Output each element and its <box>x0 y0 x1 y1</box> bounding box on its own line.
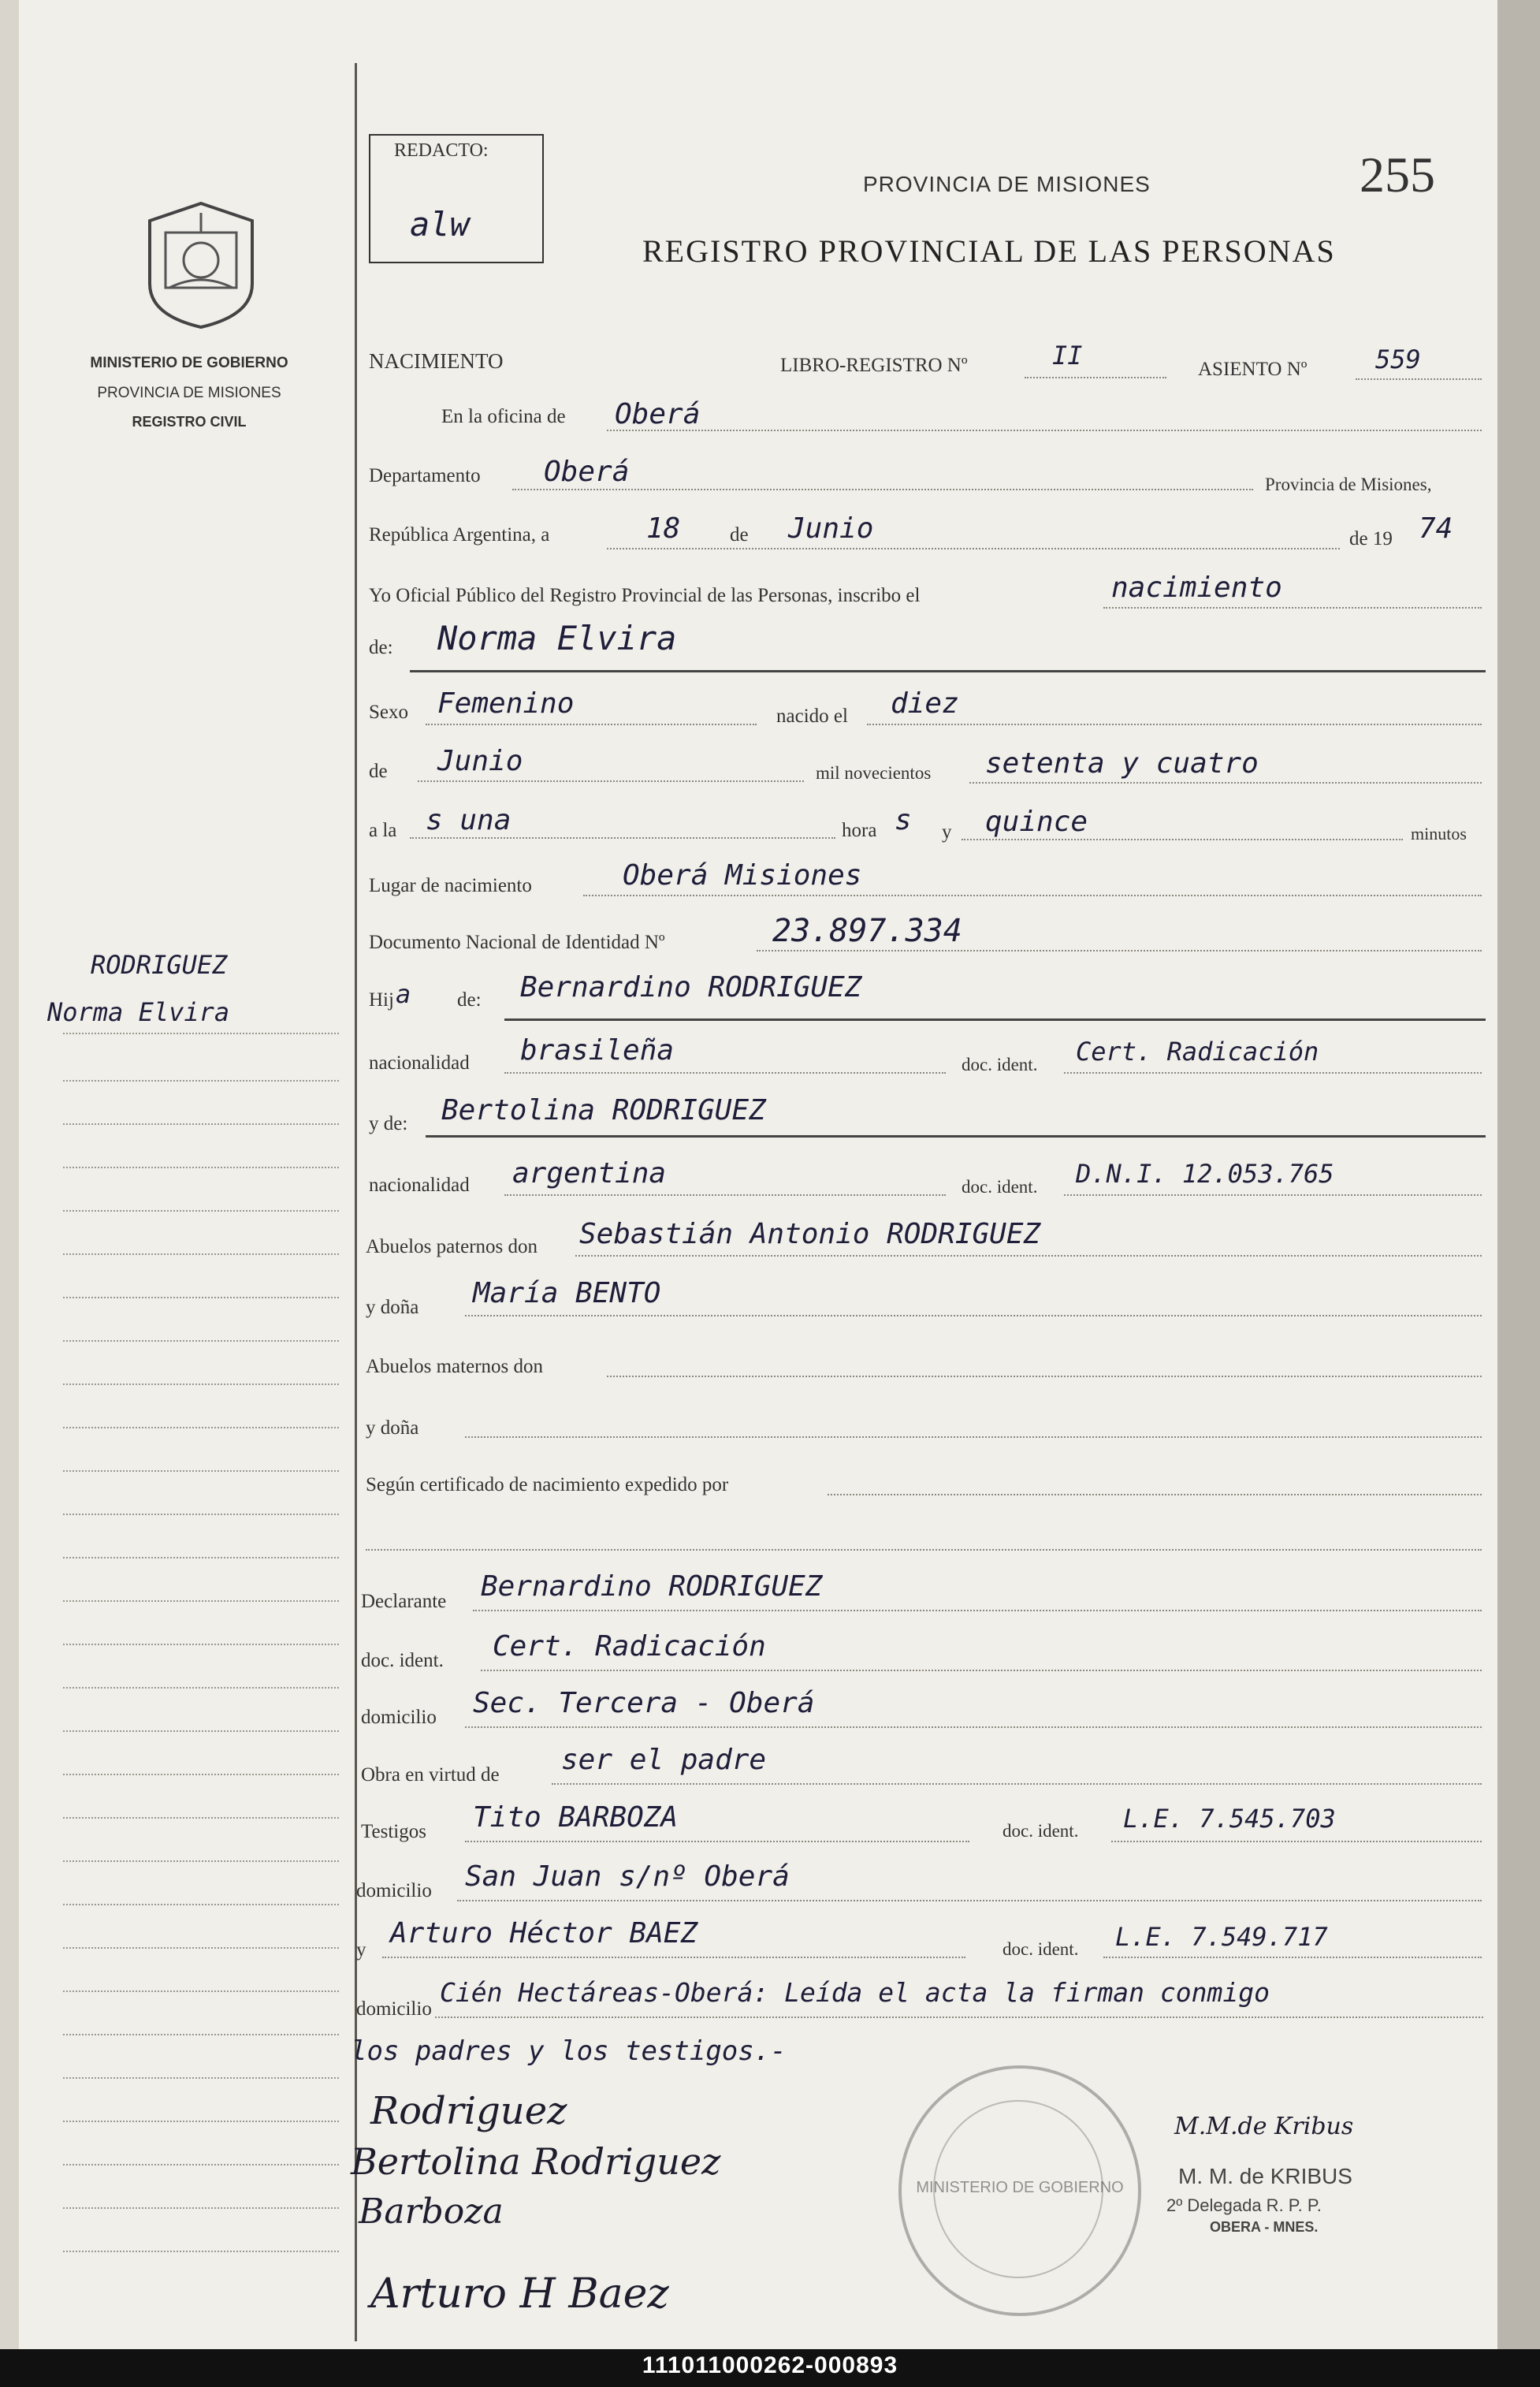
ministry-line1: MINISTERIO DE GOBIERNO <box>90 355 288 371</box>
margin-rule <box>63 1990 339 1992</box>
nac2-value: argentina <box>512 1157 667 1190</box>
docd-label: doc. ident. <box>361 1650 444 1671</box>
margin-rule <box>63 1730 339 1732</box>
abuelos-p-label: Abuelos paternos don <box>366 1236 538 1257</box>
margin-rule <box>63 1774 339 1775</box>
signature-4: Arturo H Baez <box>370 2270 669 2318</box>
ala-value: s una <box>426 804 511 836</box>
official-seal <box>898 2065 1141 2316</box>
domt1-value: San Juan s/nº Oberá <box>465 1860 790 1893</box>
record-type: NACIMIENTO <box>369 349 504 373</box>
margin-rule <box>63 1514 339 1515</box>
inscribo-value: nacimiento <box>1111 572 1282 604</box>
abuelos-m-label: Abuelos maternos don <box>366 1356 543 1377</box>
oficial-text: Yo Oficial Público del Registro Provincial de las Personas, inscribo el <box>369 585 921 606</box>
asiento-label: ASIENTO Nº <box>1198 359 1308 380</box>
margin-rule <box>63 2251 339 2252</box>
margin-rule <box>63 1383 339 1385</box>
margin-rule <box>63 1557 339 1558</box>
doc2-value: D.N.I. 12.053.765 <box>1076 1159 1334 1189</box>
year-label: de 19 <box>1349 528 1393 549</box>
signature-1: Rodriguez <box>370 2089 567 2133</box>
lugar-label: Lugar de nacimiento <box>369 875 532 896</box>
nac1-value: brasileña <box>520 1034 675 1067</box>
minutos-label: minutos <box>1411 824 1467 843</box>
provincia-suffix: Provincia de Misiones, <box>1265 475 1432 494</box>
docd-value: Cert. Radicación <box>493 1630 766 1663</box>
margin-rule <box>63 1080 339 1082</box>
sexo-value: Femenino <box>437 687 575 720</box>
de2-label: de <box>369 761 388 782</box>
domd-label: domicilio <box>361 1707 437 1728</box>
official-title: 2º Delegada R. P. P. <box>1166 2195 1322 2215</box>
margin-rule <box>63 2121 339 2122</box>
official-name: M. M. de KRIBUS <box>1178 2164 1352 2188</box>
republica-label: República Argentina, a <box>369 524 550 546</box>
month-value: Junio <box>788 512 874 545</box>
domt1-label: domicilio <box>356 1880 432 1901</box>
oficina-label: En la oficina de <box>441 406 566 427</box>
mother-value: Bertolina RODRIGUEZ <box>441 1094 766 1126</box>
sexo-label: Sexo <box>369 702 408 723</box>
libro-label: LIBRO-REGISTRO Nº <box>780 355 968 376</box>
margin-surname: RODRIGUEZ <box>91 950 228 980</box>
margin-rule <box>63 1123 339 1125</box>
declarante-label: Declarante <box>361 1591 447 1612</box>
mil-label: mil novecientos <box>816 763 932 783</box>
testigo1-value: Tito BARBOZA <box>473 1801 679 1834</box>
dona-p-label: y doña <box>366 1297 419 1318</box>
official-signature: M.M.de Kribus <box>1174 2113 1354 2140</box>
y-label: y <box>942 821 952 843</box>
margin-rule <box>63 1687 339 1689</box>
margin-rule <box>63 1253 339 1255</box>
province-heading: PROVINCIA DE MISIONES <box>863 172 1151 196</box>
day-value: 18 <box>646 512 681 545</box>
ministry-line3: REGISTRO CIVIL <box>132 414 247 430</box>
dona-p-value: María BENTO <box>473 1277 661 1309</box>
year-value: 74 <box>1419 512 1453 545</box>
margin-rule <box>63 1644 339 1645</box>
de-label: de <box>730 524 749 546</box>
margin-rule <box>63 1427 339 1428</box>
doc1-value: Cert. Radicación <box>1076 1037 1319 1067</box>
margin-rule <box>63 2207 339 2209</box>
asiento-value: 559 <box>1375 344 1421 374</box>
margin-rule <box>63 1904 339 1905</box>
official-place: OBERA - MNES. <box>1210 2219 1319 2235</box>
mil-value: setenta y cuatro <box>985 747 1259 780</box>
doc1-label: doc. ident. <box>962 1055 1038 1074</box>
margin-given-name: Norma Elvira <box>47 997 230 1027</box>
oficina-value: Oberá <box>615 398 701 430</box>
redacto-value: alw <box>410 205 470 244</box>
y2-label: y <box>356 1939 366 1961</box>
doct1-label: doc. ident. <box>1002 1821 1079 1841</box>
margin-rule <box>63 1340 339 1342</box>
registry-title: REGISTRO PROVINCIAL DE LAS PERSONAS <box>642 233 1336 269</box>
obra-value: ser el padre <box>561 1744 767 1776</box>
ala-label: a la <box>369 820 397 841</box>
seal-text: MINISTERIO DE GOBIERNO <box>916 2179 1124 2196</box>
nacido-value: diez <box>891 687 959 720</box>
document-id: 111011000262-000893 <box>642 2352 898 2378</box>
departamento-label: Departamento <box>369 465 481 486</box>
month2-value: Junio <box>437 745 523 777</box>
testigos-label: Testigos <box>361 1821 426 1842</box>
testigo2-value: Arturo Héctor BAEZ <box>390 1917 698 1949</box>
dni-label: Documento Nacional de Identidad Nº <box>369 932 665 953</box>
margin-rule <box>63 1470 339 1472</box>
minutos-value: quince <box>985 806 1088 838</box>
hijo-de-label: de: <box>457 989 482 1011</box>
margin-rule <box>63 1860 339 1862</box>
yde-label: y de: <box>369 1113 408 1134</box>
closing-value: los padres y los testigos.- <box>351 2035 787 2067</box>
doct2-value: L.E. 7.549.717 <box>1115 1922 1328 1952</box>
page-edge <box>1497 0 1540 2349</box>
de-name-label: de: <box>369 637 393 658</box>
margin-rule <box>63 2164 339 2165</box>
abuelos-p-value: Sebastián Antonio RODRIGUEZ <box>579 1218 1041 1250</box>
margin-rule <box>63 2034 339 2035</box>
obra-label: Obra en virtud de <box>361 1764 500 1786</box>
declarante-value: Bernardino RODRIGUEZ <box>481 1570 823 1603</box>
signature-2: Bertolina Rodriguez <box>351 2140 721 2183</box>
dni-value: 23.897.334 <box>772 913 962 949</box>
doc2-label: doc. ident. <box>962 1177 1038 1197</box>
margin-rule <box>63 1297 339 1298</box>
ministry-line2: PROVINCIA DE MISIONES <box>97 385 281 401</box>
domt2-label: domicilio <box>356 1998 432 2020</box>
page-binding-edge <box>0 0 19 2349</box>
dona-m-label: y doña <box>366 1417 419 1439</box>
domt2-value: Cién Hectáreas-Oberá: Leída el acta la firman conmigo <box>440 1977 1270 2008</box>
margin-rule <box>63 1167 339 1168</box>
margin-rule <box>63 1947 339 1949</box>
hijo-label: Hij <box>369 989 394 1011</box>
segun-label: Según certificado de nacimiento expedido por <box>366 1474 729 1495</box>
lugar-value: Oberá Misiones <box>623 859 862 892</box>
hora-label: hora <box>842 820 877 841</box>
doct2-label: doc. ident. <box>1002 1939 1079 1959</box>
margin-rule <box>63 1210 339 1212</box>
signature-3: Barboza <box>359 2191 504 2232</box>
hora-value: s <box>895 804 912 836</box>
margin-rule <box>63 2077 339 2079</box>
father-value: Bernardino RODRIGUEZ <box>520 971 862 1004</box>
redacto-label: REDACTO: <box>394 140 489 161</box>
nac2-label: nacionalidad <box>369 1175 470 1196</box>
nacido-label: nacido el <box>776 706 848 727</box>
doct1-value: L.E. 7.545.703 <box>1123 1804 1336 1834</box>
nac1-label: nacionalidad <box>369 1052 470 1074</box>
domd-value: Sec. Tercera - Oberá <box>473 1687 815 1719</box>
hijo-suffix: a <box>396 979 411 1009</box>
margin-rule <box>63 1600 339 1602</box>
page-number: 255 <box>1360 147 1435 203</box>
margin-rule <box>63 1033 339 1034</box>
margin-rule <box>63 1817 339 1819</box>
coat-of-arms-icon <box>142 197 260 331</box>
name-value: Norma Elvira <box>437 619 677 657</box>
libro-value: II <box>1052 341 1083 371</box>
departamento-value: Oberá <box>544 456 630 488</box>
